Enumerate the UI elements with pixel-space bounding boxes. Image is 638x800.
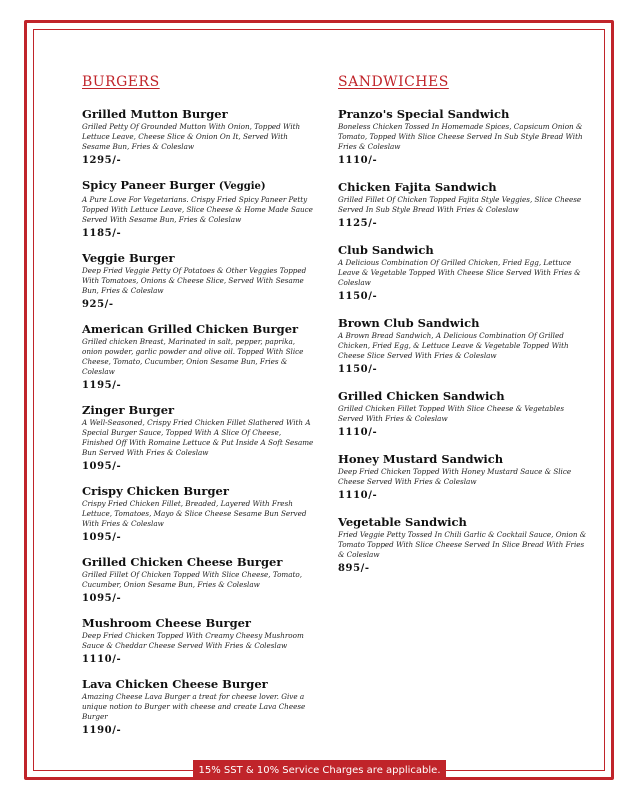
item-price: 1095/-: [82, 532, 122, 543]
item-name-suffix: (Veggie): [218, 181, 266, 192]
item-name: Zinger Burger: [82, 403, 175, 417]
item-name: Mushroom Cheese Burger: [82, 616, 251, 630]
item-description: Grilled Chicken Fillet Topped With Slice Cheese & Vegetables Served With Fries & Coleslaw: [338, 404, 565, 423]
sandwiches-heading: SANDWICHES: [338, 74, 449, 90]
item-price: 1195/-: [82, 380, 122, 391]
item-price: 1185/-: [82, 228, 122, 239]
menu-item: [82, 178, 314, 240]
menu-item: [338, 107, 588, 167]
item-name: Club Sandwich: [338, 243, 434, 257]
item-description: Crispy Fried Chicken Fillet, Breaded, Layered With Fresh Lettuce, Tomatoes, Mayo & Slice Cheese Sesame Bun Served With Fries & Coleslaw: [82, 499, 307, 528]
service-charge-note: 15% SST & 10% Service Charges are applicable.: [193, 760, 446, 780]
burgers-heading: BURGERS: [82, 74, 160, 90]
item-description: Grilled chicken Breast, Marinated in salt, pepper, paprika, onion powder, garlic powder and olive oil. Topped With Slice Cheese, Tomato, Cucumber, Onion Sesame Bun, Fries & Coleslaw: [82, 337, 304, 376]
item-price: 925/-: [82, 299, 114, 310]
item-price: 1295/-: [82, 155, 122, 166]
item-description: Deep Fried Chicken Topped With Honey Mustard Sauce & Slice Cheese Served With Fries & Coleslaw: [338, 467, 572, 486]
item-name: Grilled Mutton Burger: [82, 107, 228, 121]
item-description: Fried Veggie Petty Tossed In Chili Garlic & Cocktail Sauce, Onion & Tomato Topped With Slice Cheese Served In Slice Bread With Fries & Coleslaw: [338, 530, 587, 559]
item-price: 1110/-: [338, 427, 378, 438]
menu-item: [82, 555, 314, 605]
menu-item: [338, 515, 588, 575]
item-price: 1150/-: [338, 364, 378, 375]
item-price: 895/-: [338, 563, 370, 574]
item-name: Honey Mustard Sandwich: [338, 452, 504, 466]
item-price: 1095/-: [82, 593, 122, 604]
item-description: Deep Fried Chicken Topped With Creamy Cheesy Mushroom Sauce & Cheddar Cheese Served With Fries & Coleslaw: [82, 631, 304, 650]
menu-item: [338, 316, 588, 376]
menu-item: [338, 243, 588, 303]
item-description: Deep Fried Veggie Petty Of Potatoes & Other Veggies Topped With Tomatoes, Onions & Cheese Slice, Served With Sesame Bun, Fries & Coleslaw: [82, 266, 307, 295]
item-description: A Pure Love For Vegetarians. Crispy Fried Spicy Paneer Petty Topped With Lettuce Leave, Slice Cheese & Home Made Sauce Served With Sesame Bun, Fries & Coleslaw: [82, 195, 313, 224]
item-price: 1125/-: [338, 218, 378, 229]
menu-item: [338, 452, 588, 502]
menu-item: [82, 616, 314, 666]
item-description: Grilled Petty Of Grounded Mutton With Onion, Topped With Lettuce Leave, Cheese Slice & Onion On It, Served With Sesame Bun, Fries & Coleslaw: [82, 122, 301, 151]
item-price: 1110/-: [338, 490, 378, 501]
item-description: A Well-Seasoned, Crispy Fried Chicken Fillet Slathered With A Special Burger Sauce, Topped With A Slice Of Cheese, Finished Off With Romaine Lettuce & Put Inside A Soft Sesame Bun Served With Fries & Coleslaw: [82, 418, 314, 457]
item-name: Grilled Chicken Cheese Burger: [82, 555, 283, 569]
menu-item: [338, 180, 588, 230]
menu-item: [338, 389, 588, 439]
menu-item: [82, 677, 314, 737]
item-price: 1150/-: [338, 291, 378, 302]
item-price: 1110/-: [82, 654, 122, 665]
item-name: Spicy Paneer Burger: [82, 178, 215, 192]
item-description: Boneless Chicken Tossed In Homemade Spices, Capsicum Onion & Tomato, Topped With Slice Cheese Served In Sub Style Bread With Fries & Coleslaw: [338, 122, 583, 151]
item-name: Chicken Fajita Sandwich: [338, 180, 497, 194]
item-name: Veggie Burger: [82, 251, 175, 265]
item-description: A Delicious Combination Of Grilled Chicken, Fried Egg, Lettuce Leave & Vegetable Topped With Cheese Slice Served With Fries & Coleslaw: [338, 258, 581, 287]
menu-item: [82, 403, 314, 473]
item-description: Amazing Cheese Lava Burger a treat for cheese lover. Give a unique notion to Burger with cheese and create Lava Cheese Burger: [82, 692, 306, 721]
item-price: 1095/-: [82, 461, 122, 472]
item-description: A Brown Bread Sandwich, A Delicious Combination Of Grilled Chicken, Fried Egg, & Lettuce Leave & Vegetable Topped With Cheese Slice Served With Fries & Coleslaw: [338, 331, 569, 360]
item-name: Brown Club Sandwich: [338, 316, 480, 330]
item-name: Lava Chicken Cheese Burger: [82, 677, 268, 691]
item-name: Grilled Chicken Sandwich: [338, 389, 505, 403]
menu-item: [82, 251, 314, 311]
menu-item: [82, 484, 314, 544]
item-name: American Grilled Chicken Burger: [82, 322, 299, 336]
menu-item: [82, 322, 314, 392]
item-price: 1190/-: [82, 725, 122, 736]
item-description: Grilled Fillet Of Chicken Topped With Slice Cheese, Tomato, Cucumber, Onion Sesame Bun, Fries & Coleslaw: [82, 570, 302, 589]
item-name-row: [82, 178, 314, 194]
item-name: Pranzo's Special Sandwich: [338, 107, 510, 121]
item-name: Crispy Chicken Burger: [82, 484, 229, 498]
menu-item: [82, 107, 314, 167]
item-price: 1110/-: [338, 155, 378, 166]
burgers-section: [82, 74, 314, 737]
item-name: Vegetable Sandwich: [338, 515, 467, 529]
item-description: Grilled Fillet Of Chicken Topped Fajita Style Veggies, Slice Cheese Served In Sub Style Bread With Fries & Coleslaw: [338, 195, 582, 214]
sandwiches-section: [338, 74, 588, 575]
